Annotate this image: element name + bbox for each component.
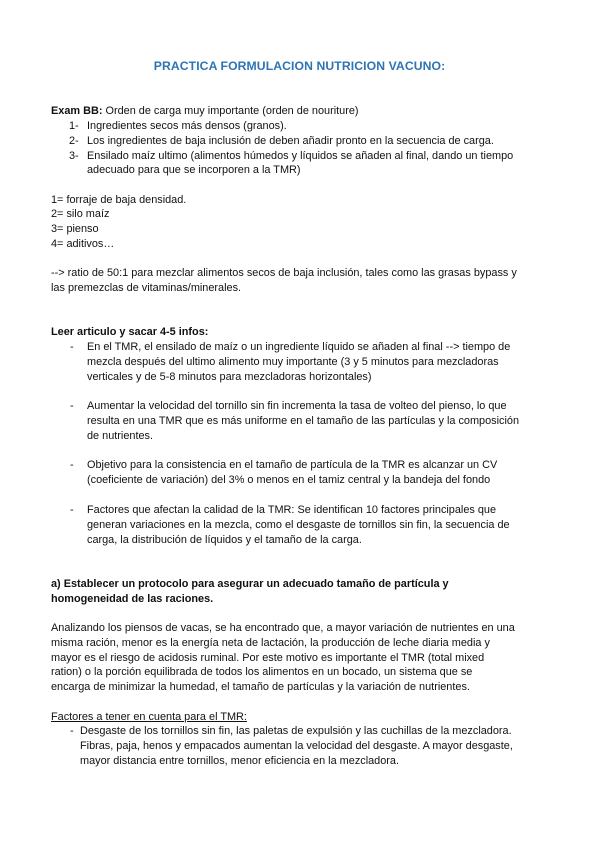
section-a-heading: a) Establecer un protocolo para asegurar un adecuado tamaño de partícula y — [51, 578, 449, 590]
exam-item-number: 1- — [69, 120, 79, 132]
bullet-dash: - — [70, 459, 74, 471]
article-bullet-text: mezcla después del ultimo alimento muy importante (3 y 5 minutos para mezcladoras — [87, 356, 499, 368]
exam-item-number: 3- — [69, 150, 79, 162]
bullet-dash: - — [70, 504, 74, 516]
order-line: 2= silo maíz — [51, 208, 110, 220]
ratio-line: --> ratio de 50:1 para mezclar alimentos secos de baja inclusión, tales como las grasas bypass y — [51, 267, 517, 279]
article-bullet-text: Objetivo para la consistencia en el tamaño de partícula de la TMR es alcanzar un CV — [87, 459, 498, 471]
bullet-dash: - — [70, 341, 74, 353]
exam-text: Orden de carga muy importante (orden de nouriture) — [102, 105, 359, 117]
article-bullet-text: carga, la distribución de líquidos y el tamaño de la carga. — [87, 534, 362, 546]
section-a-paragraph-line: encarga de minimizar la humedad, el tamaño de partículas y la variación de nutrientes. — [51, 681, 470, 693]
exam-item-text: Ingredientes secos más densos (granos). — [87, 120, 287, 132]
exam-item-text: adecuado para que se incorporen a la TMR) — [87, 164, 301, 176]
ratio-line: las premezclas de vitaminas/minerales. — [51, 282, 242, 294]
article-bullet-text: (coeficiente de variación) del 3% o menos en el tamiz central y la bandeja del fondo — [87, 474, 491, 486]
article-bullet-text: generan variaciones en la mezcla, como el desgaste de tornillos sin fin, la secuencia de — [87, 519, 510, 531]
document-title: PRACTICA FORMULACION NUTRICION VACUNO: — [153, 59, 446, 73]
exam-item-text: Ensilado maíz ultimo (alimentos húmedos y líquidos se añaden al final, dando un tiempo — [87, 150, 514, 162]
exam-item-number: 2- — [69, 135, 79, 147]
exam-item-text: Los ingredientes de baja inclusión de deben añadir pronto en la secuencia de carga. — [87, 135, 494, 147]
factors-heading: Factores a tener en cuenta para el TMR: — [51, 711, 247, 723]
bullet-dash: - — [70, 400, 74, 412]
section-a-paragraph-line: mayor es el riesgo de acidosis ruminal. Por este motivo es importante el TMR (total mixed — [51, 652, 485, 664]
section-a-paragraph-line: ration) o la porción equilibrada de todos los alimentos en un bocado, un sistema que se — [51, 666, 473, 678]
bullet-dash: - — [70, 725, 74, 737]
article-bullet-text: Factores que afectan la calidad de la TMR: Se identifican 10 factores principales que — [87, 504, 497, 516]
exam-intro — [51, 104, 359, 119]
exam-label: Exam BB: — [51, 105, 103, 117]
factor-bullet-text: mayor distancia entre tornillos, menor eficiencia en la mezcladora. — [80, 755, 400, 767]
article-bullet-text: de nutrientes. — [87, 430, 153, 442]
order-line: 4= aditivos… — [51, 238, 115, 250]
article-heading: Leer articulo y sacar 4-5 infos: — [51, 326, 209, 338]
section-a-paragraph-line: misma ración, menor es la energía neta de lactación, la producción de leche diaria media y — [51, 637, 490, 649]
article-bullet-text: Aumentar la velocidad del tornillo sin fin incrementa la tasa de volteo del pienso, lo que — [87, 400, 507, 412]
factor-bullet-text: Fibras, paja, henos y empacados aumentan la velocidad del desgaste. A mayor desgaste, — [80, 740, 513, 752]
factor-bullet-text: Desgaste de los tornillos sin fin, las paletas de expulsión y las cuchillas de la mezcladora. — [80, 725, 512, 737]
article-bullet-text: resulta en una TMR que es más uniforme en el tamaño de las partículas y la composición — [87, 415, 520, 427]
order-line: 3= pienso — [51, 223, 99, 235]
article-bullet-text: En el TMR, el ensilado de maíz o un ingrediente líquido se añaden al final --> tiempo de — [87, 341, 511, 353]
article-bullet-text: verticales y de 5-8 minutos para mezcladoras horizontales) — [87, 371, 372, 383]
section-a-paragraph-line: Analizando los piensos de vacas, se ha encontrado que, a mayor variación de nutrientes en una — [51, 622, 515, 634]
order-line: 1= forraje de baja densidad. — [51, 194, 187, 206]
section-a-heading: homogeneidad de las raciones. — [51, 593, 214, 605]
